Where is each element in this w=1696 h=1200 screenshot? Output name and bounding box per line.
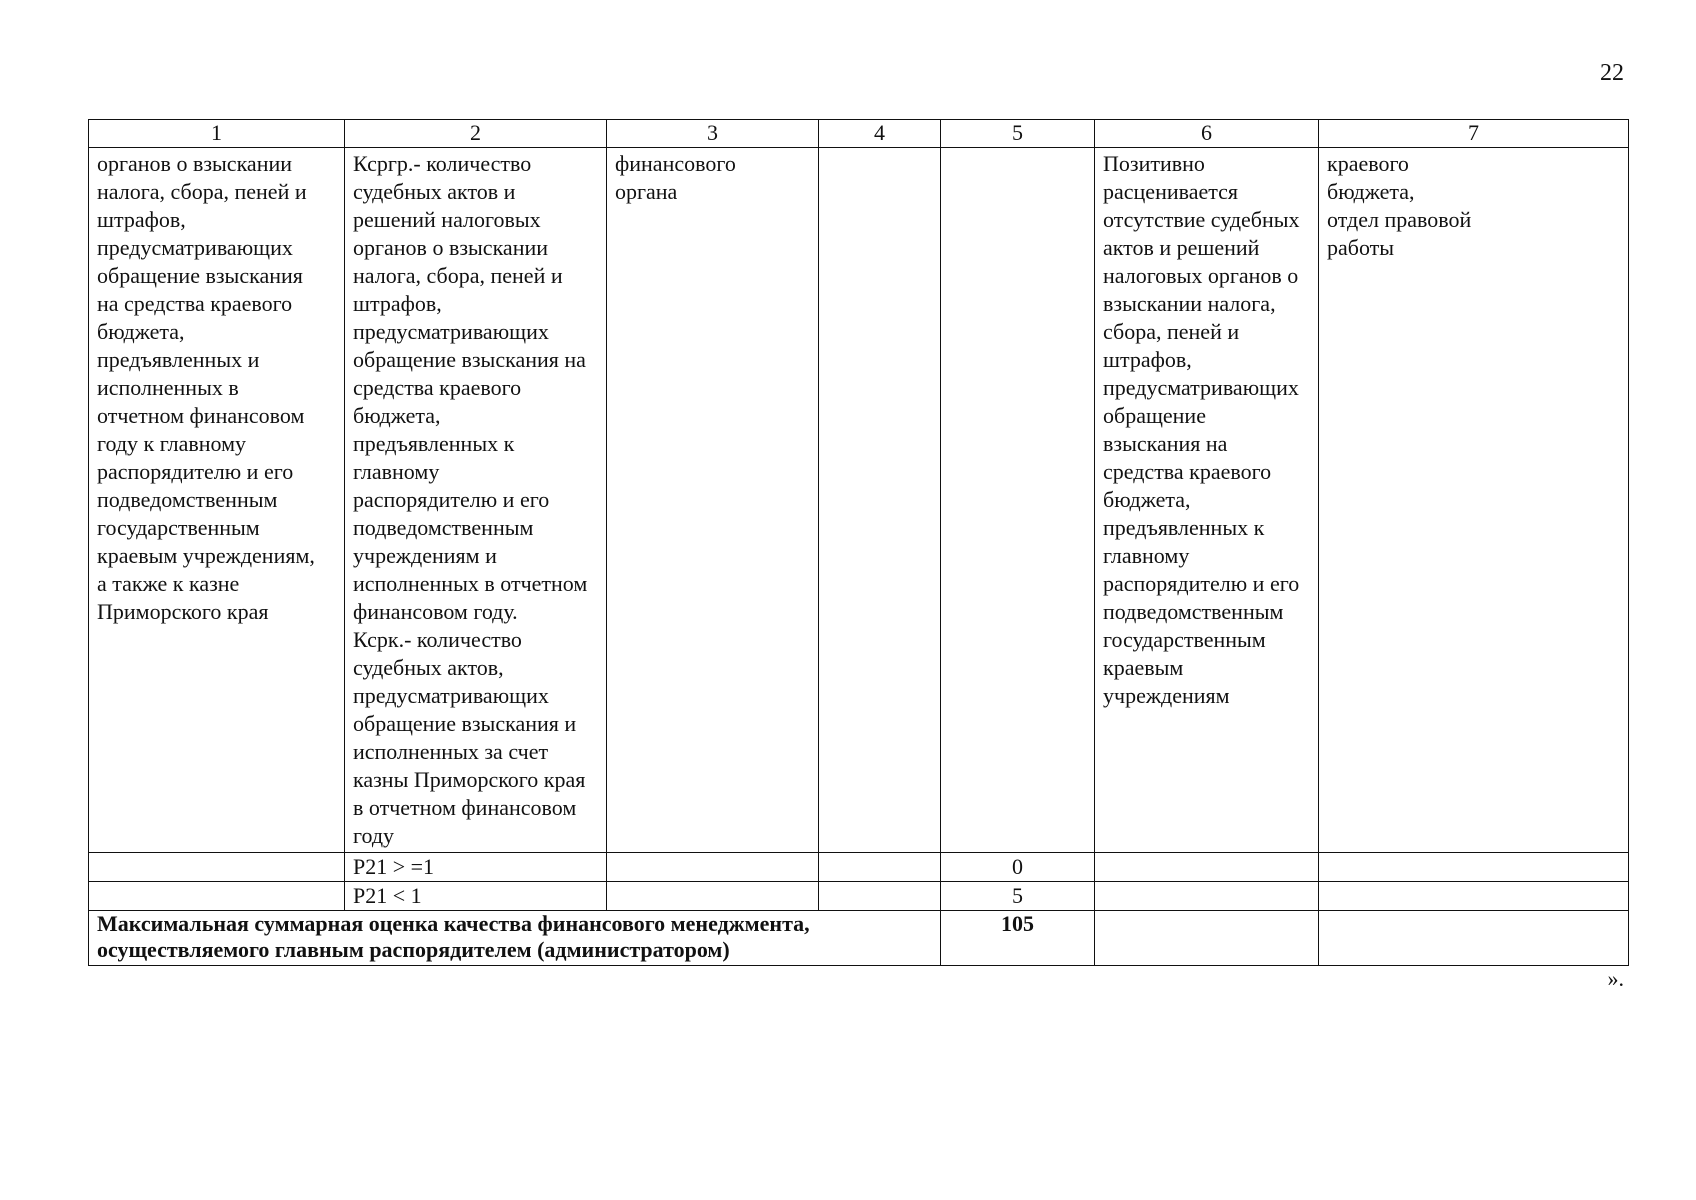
page-number: 22 (1600, 60, 1624, 86)
total-label: Максимальная суммарная оценка качества финансового менеджмента, осуществляемого главным распорядителем (администратором) (89, 911, 941, 966)
condition-formula: P21 > =1 (345, 853, 607, 882)
column-number-6: 6 (1095, 120, 1319, 148)
column-number-2: 2 (345, 120, 607, 148)
table-row (89, 148, 1629, 853)
condition-formula: P21 < 1 (345, 882, 607, 911)
condition-row (89, 882, 1629, 911)
indicator-name-cell: органов о взыскании налога, сбора, пеней и штрафов, предусматривающих обращение взыскания на средства краевого бюджета, предъявленных и исполненных в отчетном финансовом году к главному распорядителю и его подведомственным государственным краевым учреждениям, а также к казне Приморского края (89, 148, 345, 853)
total-score: 105 (941, 911, 1095, 966)
criteria-table (88, 119, 1629, 966)
column-number-row (89, 120, 1629, 148)
responsible-cell: краевого бюджета, отдел правовой работы (1319, 148, 1629, 853)
condition-score: 5 (941, 882, 1095, 911)
evaluation-note-cell: Позитивно расценивается отсутствие судебных актов и решений налоговых органов о взыскании налога, сбора, пеней и штрафов, предусматривающих обращение взыскания на средства краевого бюджета, предъявленных к главному распорядителю и его подведомственным государственным краевым учреждениям (1095, 148, 1319, 853)
condition-row (89, 853, 1629, 882)
empty-cell-col4 (819, 148, 941, 853)
column-number-5: 5 (941, 120, 1095, 148)
column-number-7: 7 (1319, 120, 1629, 148)
closing-quote: ». (1607, 966, 1624, 991)
empty-cell-col5 (941, 148, 1095, 853)
column-number-1: 1 (89, 120, 345, 148)
formula-description-cell: Ксргр.- количество судебных актов и решений налоговых органов о взыскании налога, сбора, пеней и штрафов, предусматривающих обращение взыскания на средства краевого бюджета, предъявленных к главному распорядителю и его подведомственным учреждениям и исполненных в отчетном финансовом году. Ксрк.- количество судебных актов, предусматривающих обращение взыскания и исполненных за счет казны Приморского края в отчетном финансовом году (345, 148, 607, 853)
column-number-4: 4 (819, 120, 941, 148)
source-cell: финансового органа (607, 148, 819, 853)
total-row (89, 911, 1629, 966)
condition-score: 0 (941, 853, 1095, 882)
column-number-3: 3 (607, 120, 819, 148)
